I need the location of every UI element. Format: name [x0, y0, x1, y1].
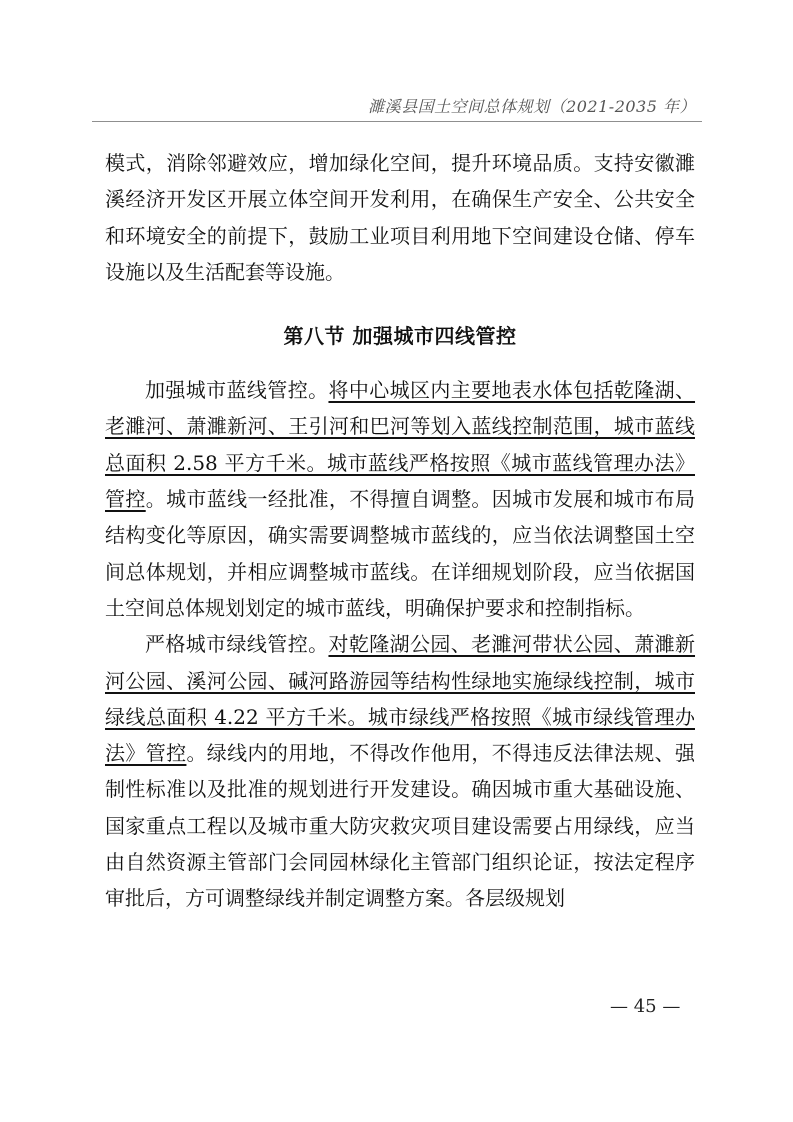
header-rule	[92, 121, 702, 122]
running-header: 濉溪县国土空间总体规划（2021-2035 年）	[368, 97, 696, 116]
green-line-paragraph	[105, 626, 695, 916]
section-title: 第八节 加强城市四线管控	[283, 324, 517, 349]
intro-paragraph: 模式，消除邻避效应，增加绿化空间，提升环境品质。支持安徽濉溪经济开发区开展立体空间开发利用，在确保生产安全、公共安全和环境安全的前提下，鼓励工业项目利用地下空间建设仓储、停车设施以及生活配套等设施。	[105, 151, 695, 284]
green-line-lead: 严格城市绿线管控。	[145, 632, 329, 657]
blue-line-paragraph	[105, 372, 695, 626]
blue-line-underlined-text: 将中心城区内主要地表水体包括乾隆湖、老濉河、萧濉新河、王引河和巴河等划入蓝线控制范围，城市蓝线总面积 2.58 平方千米。城市蓝线严格按照《城市蓝线管理办法》管控	[105, 378, 696, 512]
page-number: — 45 —	[610, 996, 681, 1017]
green-line-rest: 。绿线内的用地，不得改作他用，不得违反法律法规、强制性标准以及批准的规划进行开发建设。确因城市重大基础设施、国家重点工程以及城市重大防灾救灾项目建设需要占用绿线，应当由自然资源主管部门会同园林绿化主管部门组织论证，按法定程序审批后，方可调整绿线并制定调整方案。各层级规划	[105, 741, 696, 911]
blue-line-lead: 加强城市蓝线管控。	[145, 378, 329, 403]
document-body	[105, 145, 695, 917]
green-line-underlined-text: 对乾隆湖公园、老濉河带状公园、萧濉新河公园、溪河公园、碱河路游园等结构性绿地实施绿线控制，城市绿线总面积 4.22 平方千米。城市绿线严格按照《城市绿线管理办法》管控	[105, 632, 696, 766]
blue-line-rest: 。城市蓝线一经批准，不得擅自调整。因城市发展和城市布局结构变化等原因，确实需要调整城市蓝线的，应当依法调整国土空间总体规划，并相应调整城市蓝线。在详细规划阶段，应当依据国土空间总体规划划定的城市蓝线，明确保护要求和控制指标。	[105, 487, 696, 620]
